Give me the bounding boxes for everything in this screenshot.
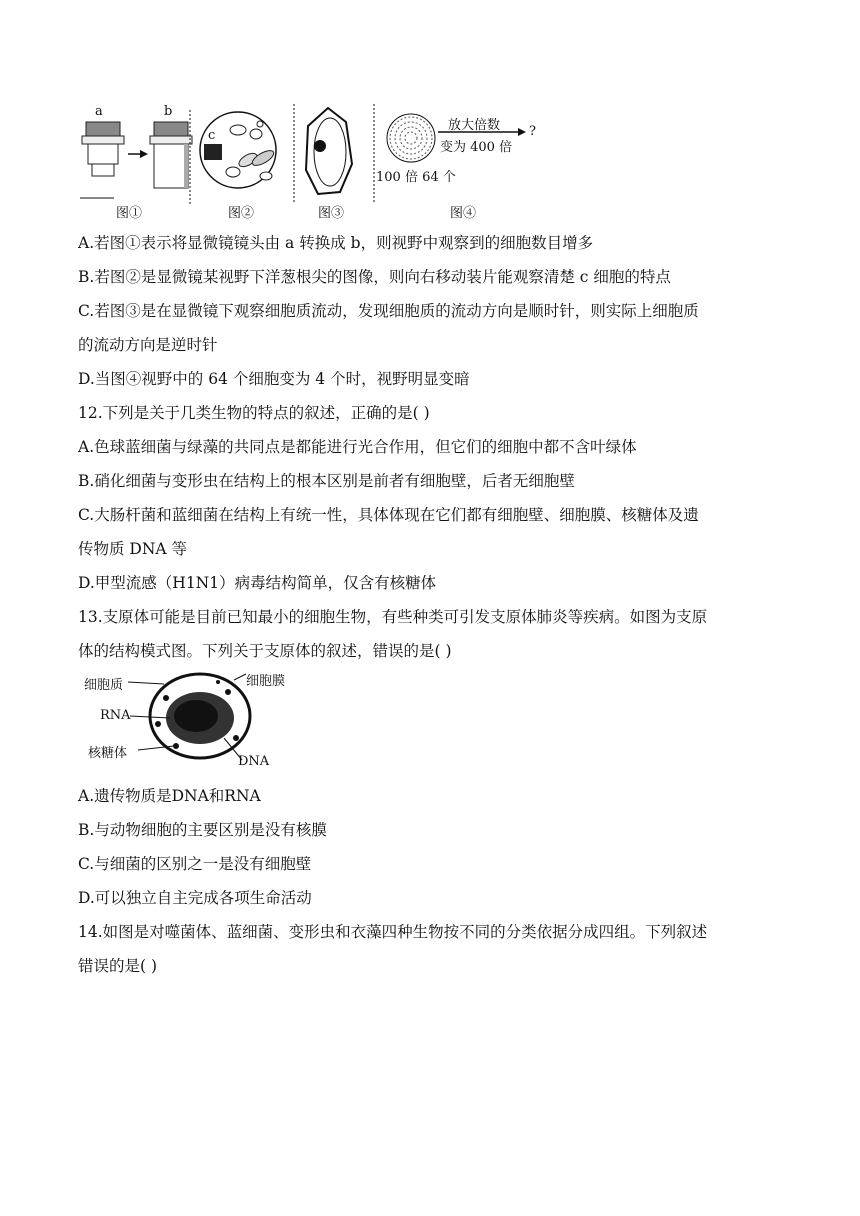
fig4-text-top: 放大倍数 bbox=[448, 118, 501, 133]
q12-option-b: B.硝化细菌与变形虫在结构上的根本区别是前者有细胞壁，后者无细胞壁 bbox=[78, 472, 575, 490]
q11-option-d: D.当图④视野中的 64 个细胞变为 4 个时，视野明显变暗 bbox=[78, 370, 470, 388]
caption-fig2: 图② bbox=[228, 206, 255, 221]
label-rna: RNA bbox=[100, 708, 131, 723]
cell-field-view bbox=[387, 114, 435, 162]
q11-option-c-line2: 的流动方向是逆时针 bbox=[78, 336, 218, 354]
q12-option-c-line2: 传物质 DNA 等 bbox=[78, 540, 188, 558]
q11-option-a: A.若图①表示将显微镜镜头由 a 转换成 b，则视野中观察到的细胞数目增多 bbox=[78, 234, 594, 252]
objective-a-icon bbox=[82, 122, 124, 176]
fig2-label-c: c bbox=[208, 128, 216, 143]
q14-stem-line1: 14.如图是对噬菌体、蓝细菌、变形虫和衣藻四种生物按不同的分类依据分成四组。下列叙述 bbox=[78, 923, 708, 941]
plant-cell-view bbox=[306, 108, 352, 194]
q11-option-c-line1: C.若图③是在显微镜下观察细胞质流动，发现细胞质的流动方向是顺时针，则实际上细胞质 bbox=[78, 302, 699, 320]
q13-stem-line2: 体的结构模式图。下列关于支原体的叙述，错误的是( ) bbox=[78, 642, 452, 660]
q13-option-c: C.与细菌的区别之一是没有细胞壁 bbox=[78, 855, 312, 873]
fig4-count: 100 倍 64 个 bbox=[376, 170, 456, 185]
q13-option-a: A.遗传物质是DNA和RNA bbox=[78, 787, 261, 805]
fig1-label-a: a bbox=[95, 104, 103, 119]
fig4-text-bottom: 变为 400 倍 bbox=[440, 140, 513, 155]
microscope-figure-strip bbox=[78, 100, 558, 222]
q12-option-c-line1: C.大肠杆菌和蓝细菌在结构上有统一性，具体体现在它们都有细胞壁、细胞膜、核糖体及遗 bbox=[78, 506, 699, 524]
label-ribosome: 核糖体 bbox=[88, 746, 128, 761]
q12-stem: 12.下列是关于几类生物的特点的叙述，正确的是( ) bbox=[78, 404, 430, 422]
label-cell-membrane: 细胞膜 bbox=[246, 674, 286, 689]
q12-option-d: D.甲型流感（H1N1）病毒结构简单，仅含有核糖体 bbox=[78, 574, 437, 592]
q13-option-b: B.与动物细胞的主要区别是没有核膜 bbox=[78, 821, 327, 839]
q12-option-a: A.色球蓝细菌与绿藻的共同点是都能进行光合作用，但它们的细胞中都不含叶绿体 bbox=[78, 438, 637, 456]
caption-fig1: 图① bbox=[116, 206, 143, 221]
onion-root-tip-view bbox=[200, 112, 276, 188]
objective-b-icon bbox=[150, 122, 192, 188]
q14-stem-line2: 错误的是( ) bbox=[78, 957, 158, 975]
label-dna: DNA bbox=[238, 754, 270, 769]
q11-option-b: B.若图②是显微镜某视野下洋葱根尖的图像，则向右移动装片能观察清楚 c 细胞的特点 bbox=[78, 268, 671, 286]
caption-fig3: 图③ bbox=[318, 206, 345, 221]
fig4-question: ? bbox=[529, 124, 536, 139]
mycoplasma-figure bbox=[78, 668, 286, 772]
q13-stem-line1: 13.支原体可能是目前已知最小的细胞生物，有些种类可引发支原体肺炎等疾病。如图为支原 bbox=[78, 608, 708, 626]
q13-option-d: D.可以独立自主完成各项生命活动 bbox=[78, 889, 312, 907]
caption-fig4: 图④ bbox=[450, 206, 477, 221]
fig1-label-b: b bbox=[164, 104, 173, 119]
label-cytoplasm: 细胞质 bbox=[84, 678, 124, 693]
